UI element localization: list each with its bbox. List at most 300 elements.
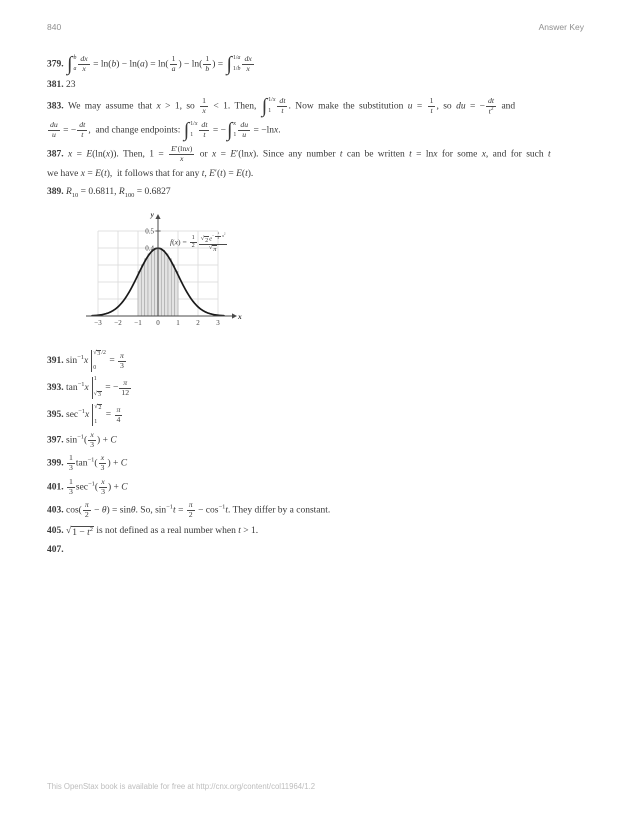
math-text: , (204, 169, 210, 180)
math-var: π (120, 351, 124, 361)
math-var: du (240, 120, 249, 130)
math-var: x (85, 410, 90, 421)
bar-icon (91, 350, 92, 372)
math-var: C (121, 482, 128, 493)
math-var: dx (80, 54, 88, 64)
fraction-denominator (119, 389, 131, 398)
math-text: = 0.6811, (78, 187, 119, 198)
math-var: x (186, 144, 190, 154)
riemann-bar (141, 264, 144, 315)
math-text: 1 (191, 234, 195, 242)
math-var: t (409, 149, 412, 160)
answer-line (47, 404, 586, 426)
math-text: for some (437, 149, 482, 160)
math-fraction (170, 55, 178, 73)
math-var: x (222, 232, 225, 238)
x-tick-label: −3 (94, 318, 102, 327)
math-text: (ln( (92, 149, 106, 160)
math-text: /2 (101, 350, 106, 357)
math-var: dt (488, 95, 495, 105)
radicand (71, 526, 94, 539)
upper-limit (73, 56, 76, 62)
math-var: x (90, 429, 94, 439)
math-var: b (205, 64, 210, 74)
math-text: ) − ln( (178, 59, 203, 70)
lower-limit (233, 67, 241, 73)
fraction-denominator (187, 511, 195, 520)
math-text: , and change endpoints: (88, 125, 183, 136)
math-fraction (187, 501, 195, 519)
math-var: dt (279, 96, 286, 106)
evaluation-bar (89, 350, 106, 372)
upper-limit (94, 377, 97, 383)
math-text: = (216, 149, 231, 160)
math-var: π (188, 500, 193, 510)
math-fraction (238, 121, 250, 139)
radicand (97, 404, 102, 412)
riemann-bar (175, 271, 178, 316)
math-var: dt (79, 120, 86, 130)
integral (226, 55, 240, 74)
square-root (66, 526, 94, 539)
math-fraction (242, 55, 253, 73)
math-text: ) = (222, 169, 237, 180)
math-text: = (103, 410, 114, 421)
answer-item-393 (47, 377, 586, 399)
math-text: = (84, 169, 96, 180)
fraction-denominator (190, 243, 197, 250)
answer-line (47, 145, 586, 163)
math-text: − (212, 232, 215, 238)
math-var: b (73, 55, 77, 61)
math-superscript (224, 232, 225, 236)
fraction-denominator (238, 131, 250, 140)
evaluation-bar (90, 377, 102, 399)
lower-limit (190, 133, 193, 139)
math-var: x (481, 149, 486, 160)
math-var: t (201, 169, 205, 180)
square-root (94, 391, 102, 399)
math-text: = (72, 149, 87, 160)
math-text: − (91, 505, 102, 516)
math-text: 1/ (190, 120, 195, 127)
math-fraction (486, 97, 496, 116)
math-text: )). Then, 1 = (110, 149, 169, 160)
x-tick-label: 0 (156, 318, 160, 327)
math-text: = −ln (251, 125, 274, 136)
problem-number: 395. (47, 410, 66, 421)
math-text: We may assume that (68, 101, 157, 112)
problem-number: 399. (47, 458, 66, 469)
math-text: ) + (107, 482, 122, 493)
integral-limits (268, 97, 275, 116)
answer-line (47, 501, 586, 519)
riemann-bar (165, 253, 168, 315)
answer-line (47, 454, 586, 472)
math-text: 1 (205, 54, 210, 64)
math-var: a (140, 59, 145, 70)
math-text: ) + (97, 435, 111, 446)
integral-limits (233, 55, 241, 74)
math-text: 1 (429, 96, 434, 106)
riemann-bar (171, 264, 174, 315)
math-text: ). Since any number (252, 149, 340, 160)
math-fraction (67, 454, 75, 472)
answers-content (47, 50, 586, 562)
math-fraction (169, 145, 194, 163)
problem-number: 391. (47, 356, 66, 367)
math-text: = − (210, 125, 226, 136)
page-header (47, 22, 584, 32)
math-fraction (199, 121, 209, 139)
math-var: t (104, 169, 107, 180)
math-text: 1 (69, 476, 73, 486)
y-tick-label: 0.4 (145, 244, 154, 253)
math-text: sin (66, 435, 78, 446)
math-text: < 1. Then, (209, 101, 261, 112)
math-var: t (81, 130, 84, 140)
math-text: 2 (224, 231, 226, 236)
upper-limit (268, 98, 275, 104)
math-superscript (88, 480, 95, 487)
math-text: ), it follows that for any (106, 169, 202, 180)
math-text: 2 (217, 235, 220, 240)
math-text: ( (94, 458, 98, 469)
radical-icon: √ (66, 525, 72, 536)
math-text: 1 (268, 108, 272, 115)
problem-number: 379. (47, 59, 66, 70)
x-tick-label: 3 (216, 318, 220, 327)
math-fraction (203, 55, 211, 73)
radical-icon: √ (208, 244, 213, 252)
math-text: −1 (77, 381, 85, 389)
math-text: = (412, 101, 427, 112)
math-var: t (225, 505, 228, 516)
problem-number: 401. (47, 482, 66, 493)
math-var: E (86, 149, 93, 160)
square-root (209, 245, 218, 253)
lower-limit (233, 133, 236, 139)
math-text: = (175, 505, 186, 516)
math-text: 2 (84, 510, 89, 520)
fraction-denominator (486, 107, 496, 116)
math-var: E (209, 169, 215, 180)
y-tick-label: 0.5 (145, 227, 154, 236)
math-var: x (202, 105, 206, 115)
math-var: t (488, 106, 491, 116)
integral-icon: ∫ (183, 119, 190, 142)
math-text: 2 (205, 237, 209, 245)
math-var: C (120, 458, 128, 469)
fraction-denominator (48, 131, 60, 140)
math-text: 3 (100, 463, 105, 473)
math-var: x (68, 149, 73, 160)
math-var: x (179, 153, 184, 163)
square-root (200, 235, 213, 245)
math-var: x (101, 476, 105, 486)
fraction-denominator (88, 441, 96, 450)
y-axis-label: y (150, 209, 154, 219)
answer-item-397 (47, 431, 586, 449)
math-var: E (171, 144, 176, 154)
math-text: 3 (90, 439, 95, 449)
math-var: du (50, 120, 58, 130)
math-text: ( (241, 169, 246, 180)
math-text: −1 (218, 503, 226, 511)
math-var: t (281, 105, 284, 115)
math-text: . So, sin (135, 505, 167, 516)
math-var: E (236, 169, 242, 180)
math-fraction (215, 232, 221, 241)
answers-before-figure (47, 55, 586, 200)
integral-limits (233, 121, 236, 140)
math-text: ′( (214, 169, 221, 180)
integral-limits (73, 55, 76, 74)
answer-item-395 (47, 404, 586, 426)
radical-icon: √ (93, 350, 97, 357)
math-text: 100 (124, 192, 135, 200)
math-text: = 0.6827 (134, 187, 171, 198)
bar-icon (92, 377, 93, 399)
answer-line (47, 94, 586, 117)
math-text: 2 (98, 405, 102, 412)
integral-icon: ∫ (226, 53, 232, 76)
math-text: ( (100, 169, 105, 180)
math-var: t (238, 525, 241, 536)
answer-line (47, 79, 586, 92)
math-var: E (95, 169, 101, 180)
riemann-bar (161, 250, 164, 316)
math-text: 1/ (268, 96, 273, 103)
math-var: t (339, 149, 343, 160)
math-text: . Now make the substitution (288, 101, 408, 112)
radical-icon: √ (200, 235, 205, 243)
math-text: is not defined as a real number when (93, 525, 239, 536)
math-text: = − (102, 383, 119, 394)
math-fraction (190, 235, 197, 250)
math-fraction (77, 121, 87, 139)
math-var: u (242, 130, 247, 140)
radicand (97, 391, 102, 399)
math-text: can be written (342, 149, 410, 160)
math-text: ) = (212, 59, 226, 70)
math-text: −1 (88, 480, 95, 488)
integral (227, 121, 236, 140)
math-var: f (170, 237, 173, 247)
math-text: ) = sin (106, 505, 131, 516)
evaluation-bar (90, 404, 102, 426)
eval-limits (93, 350, 106, 372)
math-var: R (66, 187, 72, 198)
math-text: tan (75, 458, 88, 469)
answer-item-383 (47, 94, 586, 142)
page-number: 840 (47, 22, 62, 32)
fraction-denominator (199, 131, 209, 140)
math-text: or (195, 149, 212, 160)
upper-limit (94, 404, 102, 412)
answer-line (47, 350, 586, 372)
fraction-denominator (199, 245, 228, 253)
math-fraction (277, 97, 287, 115)
math-text: 3 (97, 351, 101, 358)
answer-line (47, 431, 586, 449)
fraction-denominator (203, 65, 211, 74)
answer-item-387 (47, 145, 586, 181)
math-text: 3 (120, 360, 124, 370)
lower-limit (94, 391, 102, 399)
integral (184, 121, 198, 140)
lower-limit (94, 420, 97, 426)
math-text: 1/ (232, 55, 238, 61)
answer-item-379 (47, 55, 586, 74)
fraction-denominator (242, 65, 253, 74)
answer-line (47, 55, 586, 74)
lower-limit (93, 366, 96, 372)
math-text: − cos (195, 505, 219, 516)
math-var: x (272, 96, 276, 103)
math-fraction (99, 478, 107, 496)
answer-item-389 (47, 186, 586, 199)
problem-number: 393. (47, 383, 66, 394)
math-superscript (491, 106, 494, 112)
math-text: and (497, 101, 516, 112)
riemann-bar (168, 258, 171, 315)
math-fraction (67, 478, 75, 496)
math-superscript (212, 230, 226, 240)
upper-limit (190, 122, 197, 128)
answer-item-401 (47, 478, 586, 496)
math-text: 23 (66, 80, 76, 91)
math-var: θ (130, 505, 136, 516)
x-tick-label: −1 (134, 318, 142, 327)
math-var: dt (201, 120, 208, 130)
fraction-numerator (199, 232, 228, 246)
integral-limits (190, 121, 197, 140)
math-text: 1 (69, 453, 73, 463)
figure-formula-label (170, 232, 228, 254)
math-var: t (245, 169, 248, 180)
x-axis-arrow-icon (232, 313, 237, 318)
math-var: x (211, 149, 217, 160)
math-text: 2 (490, 105, 494, 112)
math-text: = ln (411, 149, 434, 160)
y-axis-arrow-icon (155, 214, 160, 219)
math-var: t (430, 105, 433, 115)
fraction-denominator (428, 107, 436, 116)
math-fraction (48, 121, 60, 139)
page-footer (47, 782, 315, 791)
math-text: cos( (66, 505, 82, 516)
math-fraction (200, 97, 208, 115)
math-text: ′(ln (175, 144, 187, 154)
fraction-denominator (78, 65, 89, 74)
answer-line (47, 544, 586, 557)
math-text: ) (189, 144, 193, 154)
math-text: ) − ln( (116, 59, 141, 70)
x-tick-label: 2 (196, 318, 200, 327)
integral (67, 55, 76, 74)
upper-limit (233, 56, 241, 62)
answer-line (47, 525, 586, 539)
problem-number: 389. (47, 187, 66, 198)
answer-item-407 (47, 544, 586, 557)
math-text: 3 (97, 392, 101, 399)
fraction-denominator (118, 362, 126, 371)
riemann-bar (151, 250, 154, 316)
fraction-denominator (99, 488, 107, 497)
fraction-denominator (200, 107, 208, 116)
answer-line (47, 168, 586, 181)
math-var: x (233, 120, 237, 127)
math-fraction (78, 55, 89, 73)
answers-after-figure (47, 350, 586, 556)
math-text: > 1, so (160, 101, 200, 112)
math-var: x (248, 149, 253, 160)
math-var: x (80, 169, 85, 180)
math-text: = − (60, 125, 77, 136)
fraction-denominator (277, 107, 287, 116)
math-var: u (407, 101, 413, 112)
math-text: 3 (69, 486, 73, 496)
math-text: 4 (116, 414, 121, 424)
math-var: x (246, 64, 250, 74)
math-text: 1 − (72, 527, 88, 538)
answer-item-391 (47, 350, 586, 372)
lower-limit (268, 109, 271, 115)
math-var: x (274, 125, 279, 136)
header-right-label: Answer Key (538, 22, 584, 32)
math-text: 1 (190, 132, 194, 139)
answer-line (47, 186, 586, 199)
math-fraction (428, 97, 436, 115)
math-var: x (100, 453, 105, 463)
math-text: ) = ln( (144, 59, 169, 70)
fraction-denominator (170, 65, 178, 74)
math-var: x (82, 64, 86, 74)
math-var: t (548, 149, 551, 160)
math-fraction (83, 501, 91, 519)
math-text: −1 (77, 433, 84, 441)
x-axis-label: x (238, 311, 242, 321)
x-tick-label: 1 (176, 318, 180, 327)
math-text: , and for such (485, 149, 549, 160)
upper-limit (93, 350, 106, 358)
fraction-denominator (67, 464, 75, 473)
integral-icon: ∫ (226, 119, 233, 142)
math-var: π (213, 246, 217, 254)
normal-distribution-chart (84, 208, 244, 336)
fraction-denominator (67, 488, 75, 497)
math-text: ( (94, 482, 99, 493)
math-text: ( (83, 435, 88, 446)
problem-number: 387. (47, 149, 68, 160)
math-text: 1 (94, 419, 98, 426)
math-var: π (116, 404, 121, 414)
fraction-denominator (83, 511, 91, 520)
math-var: b (237, 66, 241, 73)
math-var: x (433, 149, 438, 160)
math-text: ) = (178, 237, 189, 247)
math-var: e (209, 235, 213, 243)
math-var: π (123, 378, 128, 387)
fraction-denominator (215, 237, 221, 241)
answer-line (47, 377, 586, 399)
integral-icon: ∫ (261, 94, 268, 117)
math-var: a (73, 66, 77, 73)
math-var: E (230, 149, 237, 160)
problem-number: 397. (47, 435, 66, 446)
radical-icon: √ (94, 404, 98, 411)
